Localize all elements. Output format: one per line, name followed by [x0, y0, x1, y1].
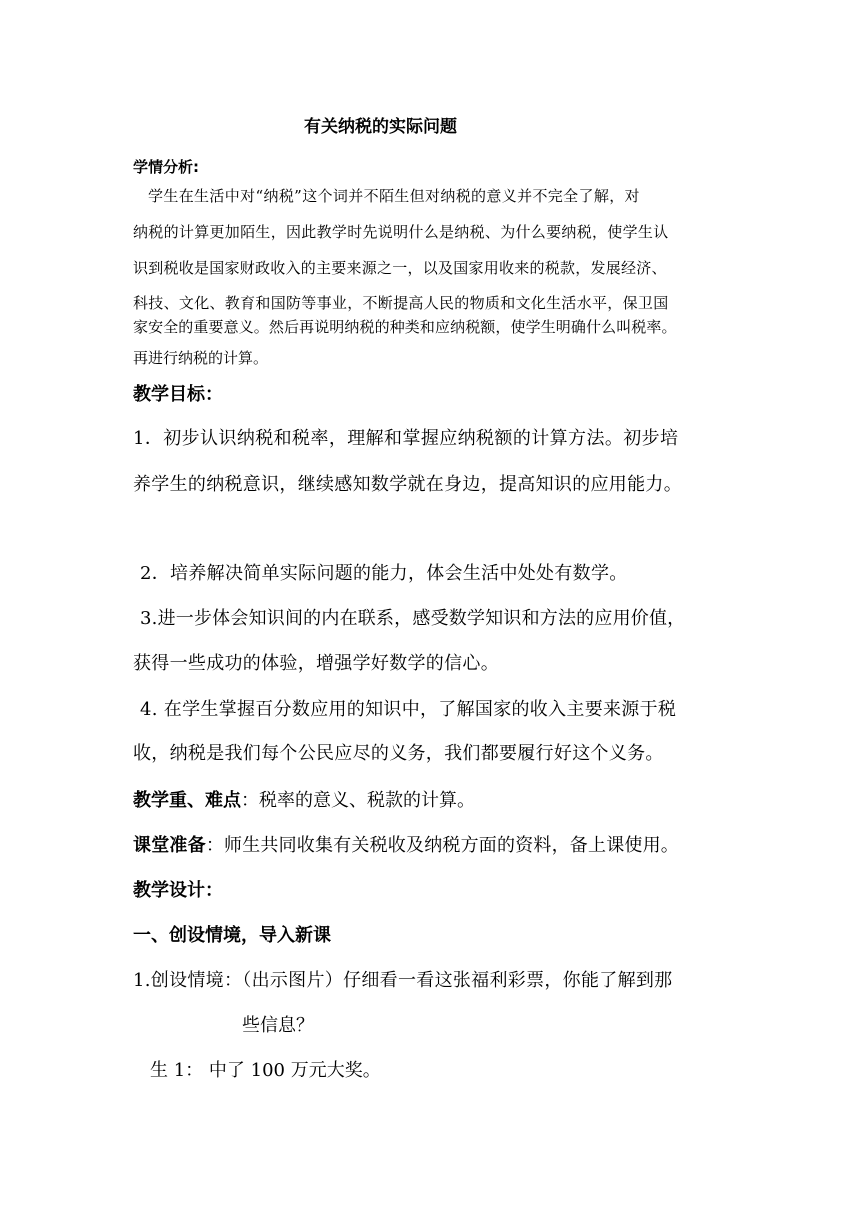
situation-line-3: 识到税收是国家财政收入的主要来源之一，以及国家用收来的税款，发展经济、 — [133, 259, 667, 277]
objective-line-1: 1．初步认识纳税和税率，理解和掌握应纳税额的计算方法。初步培 — [133, 428, 679, 449]
document-title: 有关纳税的实际问题 — [304, 117, 457, 137]
objective-line-5: 获得一些成功的体验，增强学好数学的信心。 — [133, 653, 499, 674]
key-points-label: 教学重、难点 — [133, 790, 241, 811]
objective-line-2: 养学生的纳税意识，继续感知数学就在身边，提高知识的应用能力。 — [133, 474, 682, 495]
objective-line-3: 2．培养解决简单实际问题的能力，体会生活中处处有数学。 — [140, 563, 628, 584]
situation-heading: 学情分析: — [133, 158, 199, 176]
objective-line-7: 收，纳税是我们每个公民应尽的义务，我们都要履行好这个义务。 — [133, 743, 664, 764]
key-points-line — [133, 792, 475, 810]
situation-line-5: 家安全的重要意义。然后再说明纳税的种类和应纳税额，使学生明确什么叫税率。 — [133, 318, 677, 336]
preparation-line — [133, 837, 679, 855]
design-line-1: 1.创设情境：（出示图片）仔细看一看这张福利彩票，你能了解到那 — [133, 970, 673, 991]
design-line-3: 生 1： 中了 100 万元大奖。 — [150, 1060, 381, 1081]
objective-line-6: 4. 在学生掌握百分数应用的知识中，了解国家的收入主要来源于税 — [140, 699, 677, 720]
objectives-heading: 教学目标： — [133, 384, 223, 405]
preparation-label: 课堂准备 — [133, 835, 206, 856]
section-1-heading: 一、创设情境，导入新课 — [133, 925, 331, 946]
situation-line-1: 学生在生活中对“纳税”这个词并不陌生但对纳税的意义并不完全了解，对 — [148, 187, 640, 205]
situation-line-6: 再进行纳税的计算。 — [133, 349, 269, 367]
objective-line-4: 3.进一步体会知识间的内在联系，感受数学知识和方法的应用价值， — [140, 608, 686, 629]
design-heading: 教学设计： — [133, 880, 223, 901]
situation-line-2: 纳税的计算更加陌生，因此教学时先说明什么是纳税、为什么要纳税，使学生认 — [133, 223, 669, 241]
design-line-2: 些信息？ — [242, 1015, 314, 1036]
situation-line-4: 科技、文化、教育和国防等事业，不断提高人民的物质和文化生活水平，保卫国 — [133, 294, 669, 312]
preparation-text: ：师生共同收集有关税收及纳税方面的资料，备上课使用。 — [205, 835, 680, 856]
key-points-text: ：税率的意义、税款的计算。 — [241, 790, 475, 811]
